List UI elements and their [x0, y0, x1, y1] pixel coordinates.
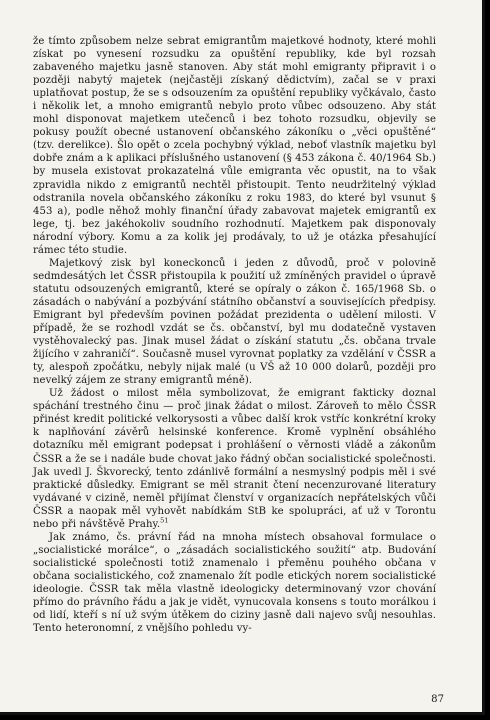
paragraph-3-text: Už žádost o milost měla symbolizovat, že emigrant fakticky doznal spáchání trestného činu — proč jinak žádat o milost. Zároveň to mělo ČSSR přinést kredit politické velkorysosti a vůbec další krok vstříc konkrétní kroky k naplňování závěrů helsinské konference. Kromě vyplnění obsáhlého dotazníku měl emigrant podepsat i prohlášení o věrnosti vládě a zákonům ČSSR a že se i nadále bude chovat jako řádný občan socialistické společnosti. Jak uvedl J. Škvorecký, tento zdánlivě formální a nesmyslný podpis měl i své praktické důsledky. Emigrant se měl stranit čtení necenzurované literatury vydávané v cizině, neměl přijímat členství v organizacích nepřátelských vůči ČSSR a naopak měl vyhovět nabídkám StB ke spolupráci, ať už v Torontu nebo při návštěvě Prahy.	[33, 388, 436, 530]
page-number: 87	[431, 694, 444, 705]
body-text	[33, 35, 436, 635]
paragraph-3	[33, 387, 436, 531]
paragraph-4	[33, 531, 436, 635]
paragraph-1	[33, 35, 436, 257]
paragraph-4-text: Jak známo, čs. právní řád na mnoha místech obsahoval formulace o „socialistické morálce“, o „zásadách socialistického soužití“ atp. Budování socialistické společnosti totiž znamenalo i přeměnu pouhého občana v občana socialistického, což znamenalo žít podle etických norem socialistické ideologie. ČSSR tak měla vlastně ideologicky determinovaný vzor chování přímo do právního řádu a jak je vidět, vynucovala konsens s touto morálkou i od lidí, kteří s ní už svým útěkem do ciziny jasně dali najevo svůj nesouhlas. Tento heteronomní, z vnějšího pohledu vy-	[33, 531, 436, 635]
footnote-marker: 51	[160, 516, 169, 525]
paragraph-1-text: že tímto způsobem nelze sebrat emigrantům majetkové hodnoty, které mohli získat po vynesení rozsudku za opuštění republiky, kde byl rozsah zabaveného majetku jasně stanoven. Aby stát mohl emigranty připravit i o později nabytý majetek (nejčastěji získaný dědictvím), začal se v praxi uplatňovat postup, že se s odsouzením za opuštění republiky vyčkávalo, často i několik let, a mnoho emigrantů nebylo proto vůbec odsouzeno. Aby stát mohl disponovat majetkem utečenců i bez tohoto rozsudku, objevily se pokusy použít obecné ustanovení občanského zákoníku o „věci opuštěné“ (tzv. derelikce). Šlo opět o zcela pochybný výklad, neboť vlastník majetku byl dobře znám a k aplikaci příslušného ustanovení (§ 453 zákona č. 40/1964 Sb.) by musela existovat prokazatelná vůle emigranta věc opustit, na to však zpravidla nikdo z emigrantů nechtěl přistoupit. Tento neudržitelný výklad odstranila novela občanského zákoníku z roku 1983, do které byl vsunut § 453 a), podle něhož mohly finanční úřady zabavovat majetek emigrantů ex lege, tj. bez jakéhokoliv soudního rozhodnutí. Majetkem pak disponovaly národní výbory. Komu a za kolik jej prodávaly, to už je otázka přesahující rámec této studie.	[33, 36, 436, 256]
paragraph-2	[33, 257, 436, 387]
paragraph-2-text: Majetkový zisk byl koneckonců i jeden z důvodů, proč v polovině sedmdesátých let ČSSR přistoupila k použití už zmíněných pravidel o úpravě statutu odsouzených emigrantů, které se opíraly o zákon č. 165/1968 Sb. o zásadách o nabývání a pozbývání státního občanství a souvisejících předpisy. Emigrant byl především povinen požádat prezidenta o udělení milosti. V případě, že se rozhodl vzdát se čs. občanství, byl mu dodatečně vystaven vystěhovalecký pas. Jinak musel žádat o získání statutu „čs. občana trvale žijícího v zahraničí“. Současně musel vyrovnat poplatky za vzdělání v ČSSR a ty, alespoň zpočátku, nebyly nijak malé (u VŠ až 10 000 dolarů, později pro nevelký zájem ze strany emigrantů méně).	[33, 257, 436, 387]
